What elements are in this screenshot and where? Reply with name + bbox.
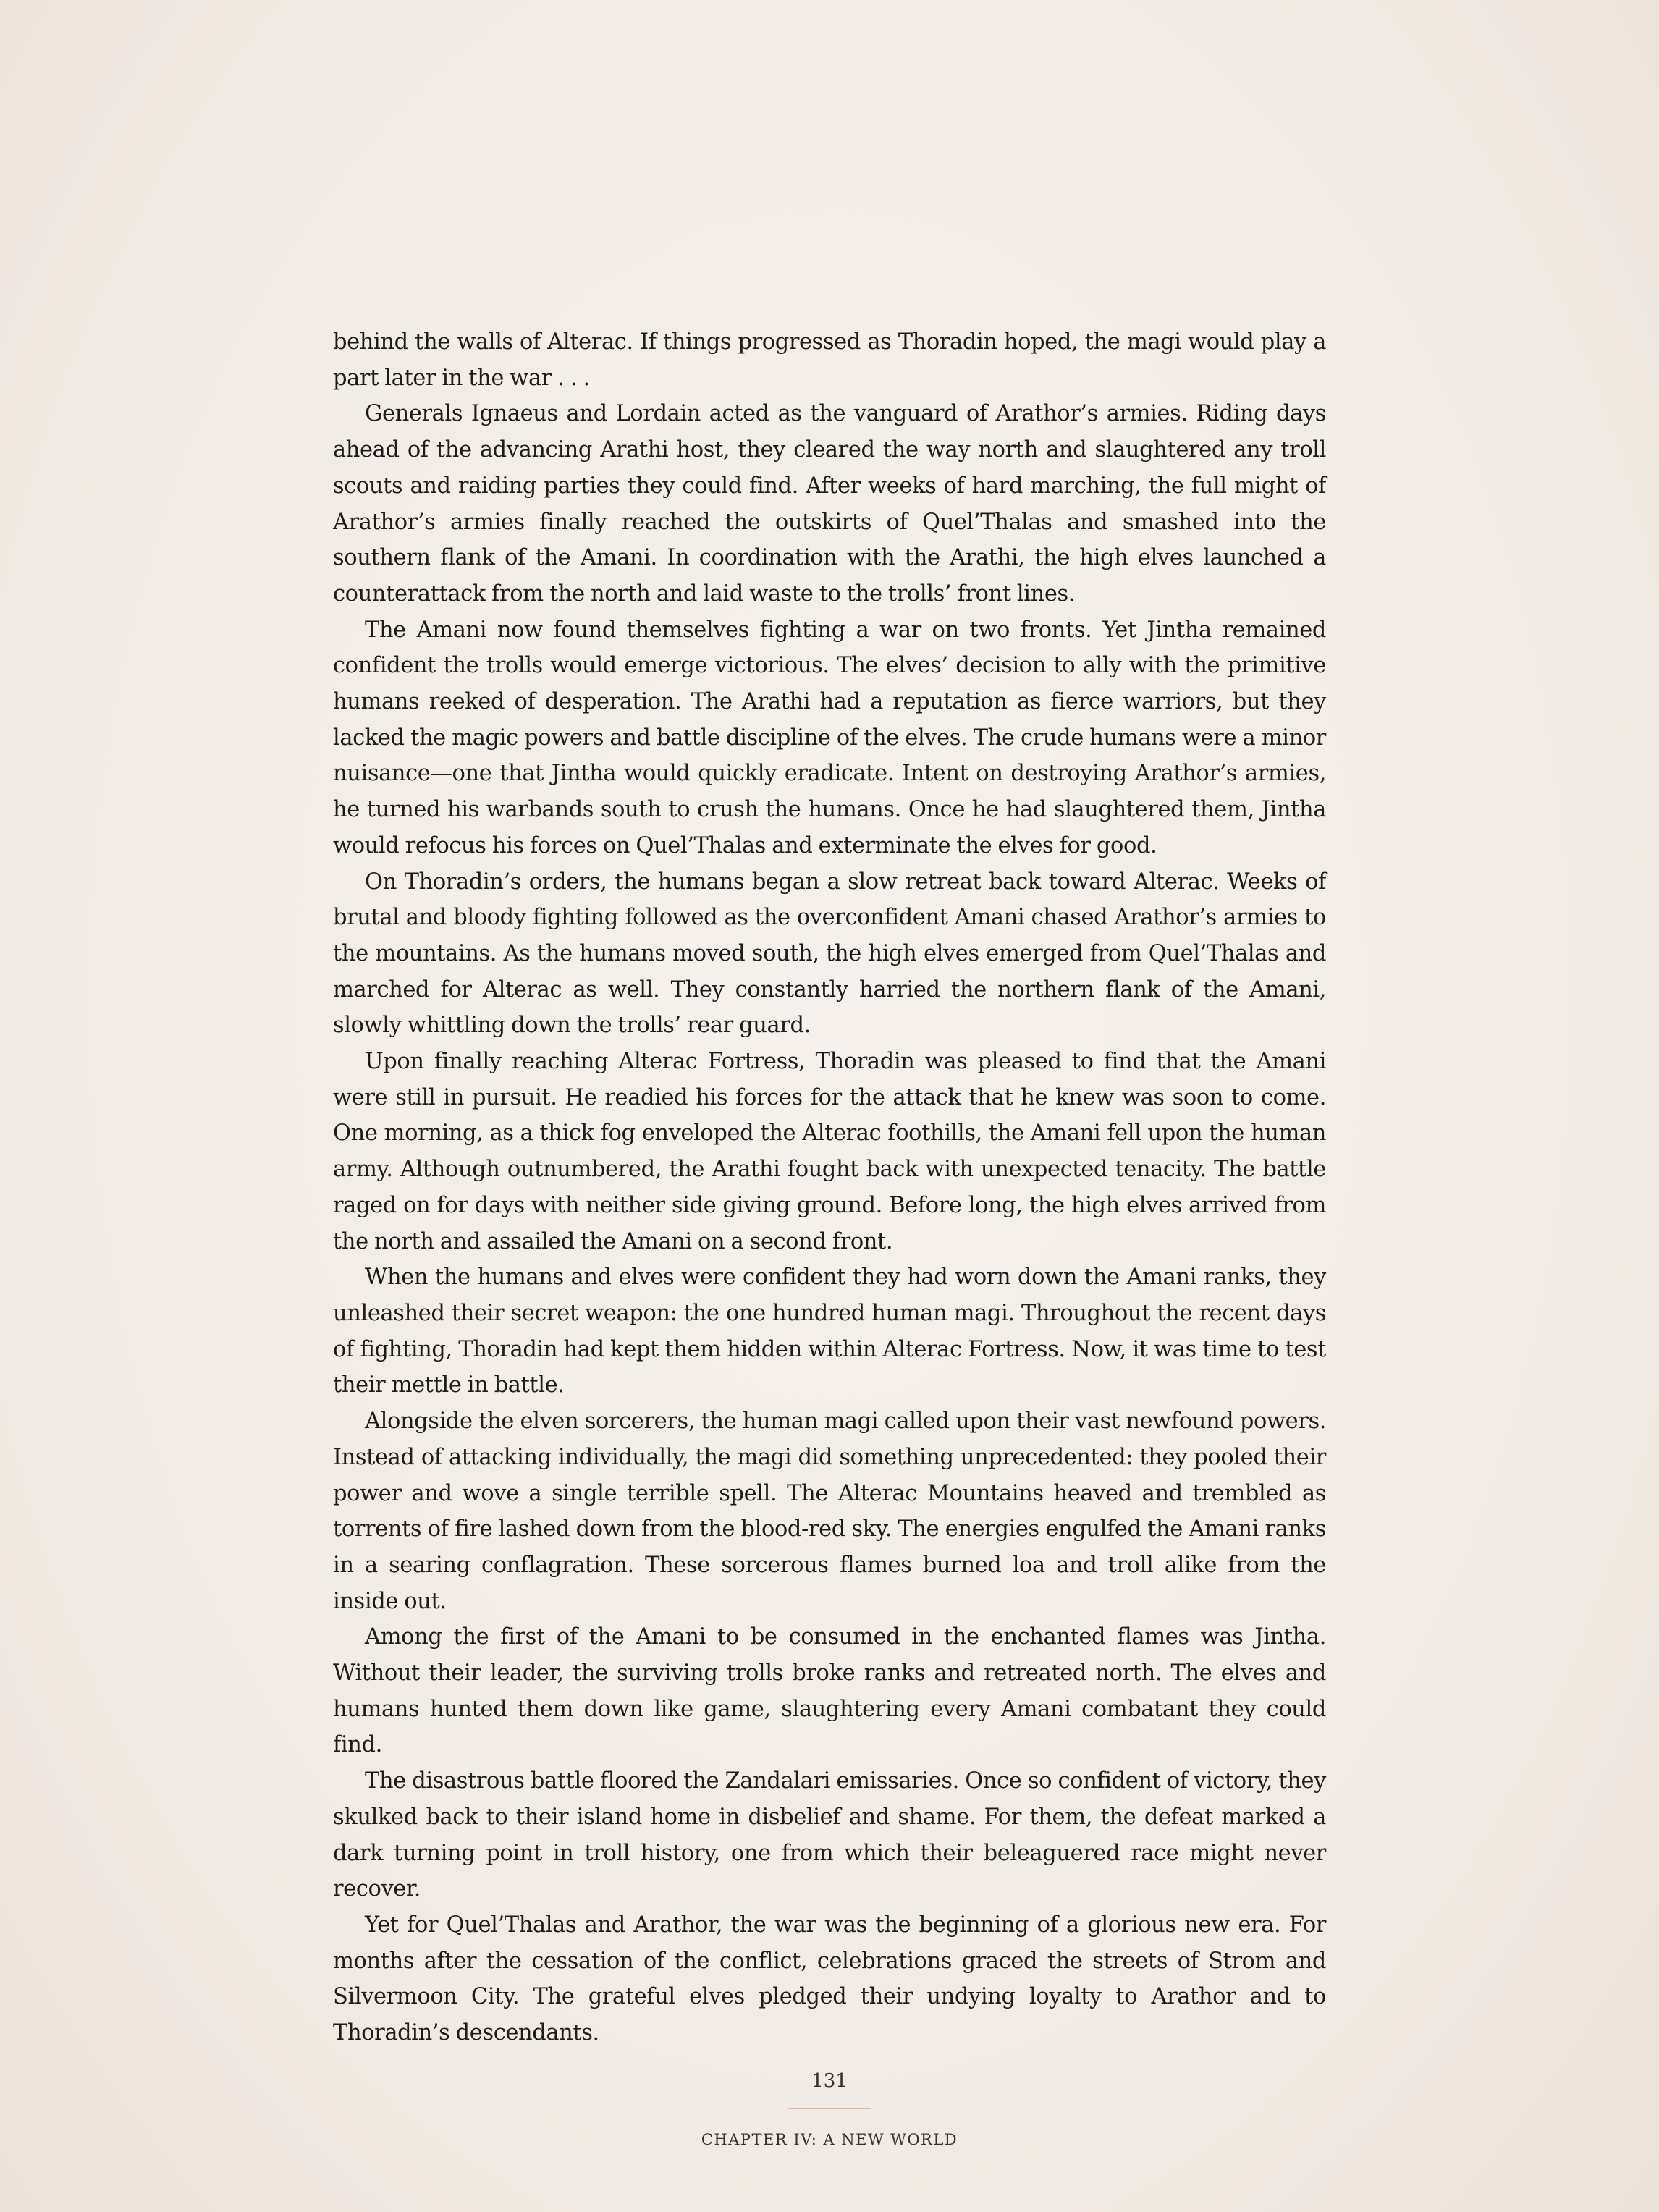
paragraph-1: behind the walls of Alterac. If things progressed as Thoradin hoped, the magi would play a part later in the war . . . xyxy=(333,329,1326,391)
page-number: 131 xyxy=(811,2070,848,2092)
paragraph-7: Alongside the elven sorcerers, the human magi called upon their vast newfound powers. Instead of attacking individually, the magi did something unprecedented: they pooled their power and wove a single terrible spell. The Alterac Mountains heaved and trembled as torrents of fire lashed down from the blood-red sky. The energies engulfed the Amani ranks in a searing conflagration. These sorcerous flames burned loa and troll alike from the inside out. xyxy=(333,1409,1326,1614)
paragraph-2: Generals Ignaeus and Lordain acted as the vanguard of Arathor’s armies. Riding days ahead of the advancing Arathi host, they cleared the way north and slaughtered any troll scouts and raiding parties they could find. After weeks of hard marching, the full might of Arathor’s armies finally reached the outskirts of Quel’Thalas and smashed into the southern flank of the Amani. In coordination with the Arathi, the high elves launched a counterattack from the north and laid waste to the trolls’ front lines. xyxy=(333,401,1326,607)
body-text xyxy=(333,324,1326,2051)
paragraph-10: Yet for Quel’Thalas and Arathor, the war was the beginning of a glorious new era. For months after the cessation of the conflict, celebrations graced the streets of Strom and Silvermoon City. The grateful elves pledged their undying loyalty to Arathor and to Thoradin’s descendants. xyxy=(333,1912,1326,2046)
paragraph-4: On Thoradin’s orders, the humans began a slow retreat back toward Alterac. Weeks of brutal and bloody fighting followed as the overconfident Amani chased Arathor’s armies to the mountains. As the humans moved south, the high elves emerged from Quel’Thalas and marched for Alterac as well. They constantly harried the northern flank of the Amani, slowly whittling down the trolls’ rear guard. xyxy=(333,869,1326,1039)
chapter-title: CHAPTER IV: A NEW WORLD xyxy=(701,2131,958,2148)
paragraph-5: Upon finally reaching Alterac Fortress, Thoradin was pleased to find that the Amani were still in pursuit. He readied his forces for the attack that he knew was soon to come. One morning, as a thick fog enveloped the Alterac foothills, the Amani fell upon the human army. Although outnumbered, the Arathi fought back with unexpected tenacity. The battle raged on for days with neither side giving ground. Before long, the high elves arrived from the north and assailed the Amani on a second front. xyxy=(333,1049,1326,1254)
footer-divider xyxy=(788,2108,871,2109)
paragraph-6: When the humans and elves were confident they had worn down the Amani ranks, they unleashed their secret weapon: the one hundred human magi. Throughout the recent days of fighting, Thoradin had kept them hidden within Alterac Fortress. Now, it was time to test their mettle in battle. xyxy=(333,1265,1326,1398)
paragraph-8: Among the first of the Amani to be consumed in the enchanted flames was Jintha. Without their leader, the surviving trolls broke ranks and retreated north. The elves and humans hunted them down like game, slaughtering every Amani combatant they could find. xyxy=(333,1624,1326,1758)
paragraph-9: The disastrous battle floored the Zandalari emissaries. Once so confident of victory, they skulked back to their island home in disbelief and shame. For them, the defeat marked a dark turning point in troll history, one from which their beleaguered race might never recover. xyxy=(333,1768,1326,1902)
paragraph-3: The Amani now found themselves fighting a war on two fronts. Yet Jintha remained confident the trolls would emerge victorious. The elves’ decision to ally with the primitive humans reeked of desperation. The Arathi had a reputation as fierce warriors, but they lacked the magic powers and battle discipline of the elves. The crude humans were a minor nuisance—one that Jintha would quickly eradicate. Intent on destroying Arathor’s armies, he turned his warbands south to crush the humans. Once he had slaughtered them, Jintha would refocus his forces on Quel’Thalas and exterminate the elves for good. xyxy=(333,617,1326,858)
